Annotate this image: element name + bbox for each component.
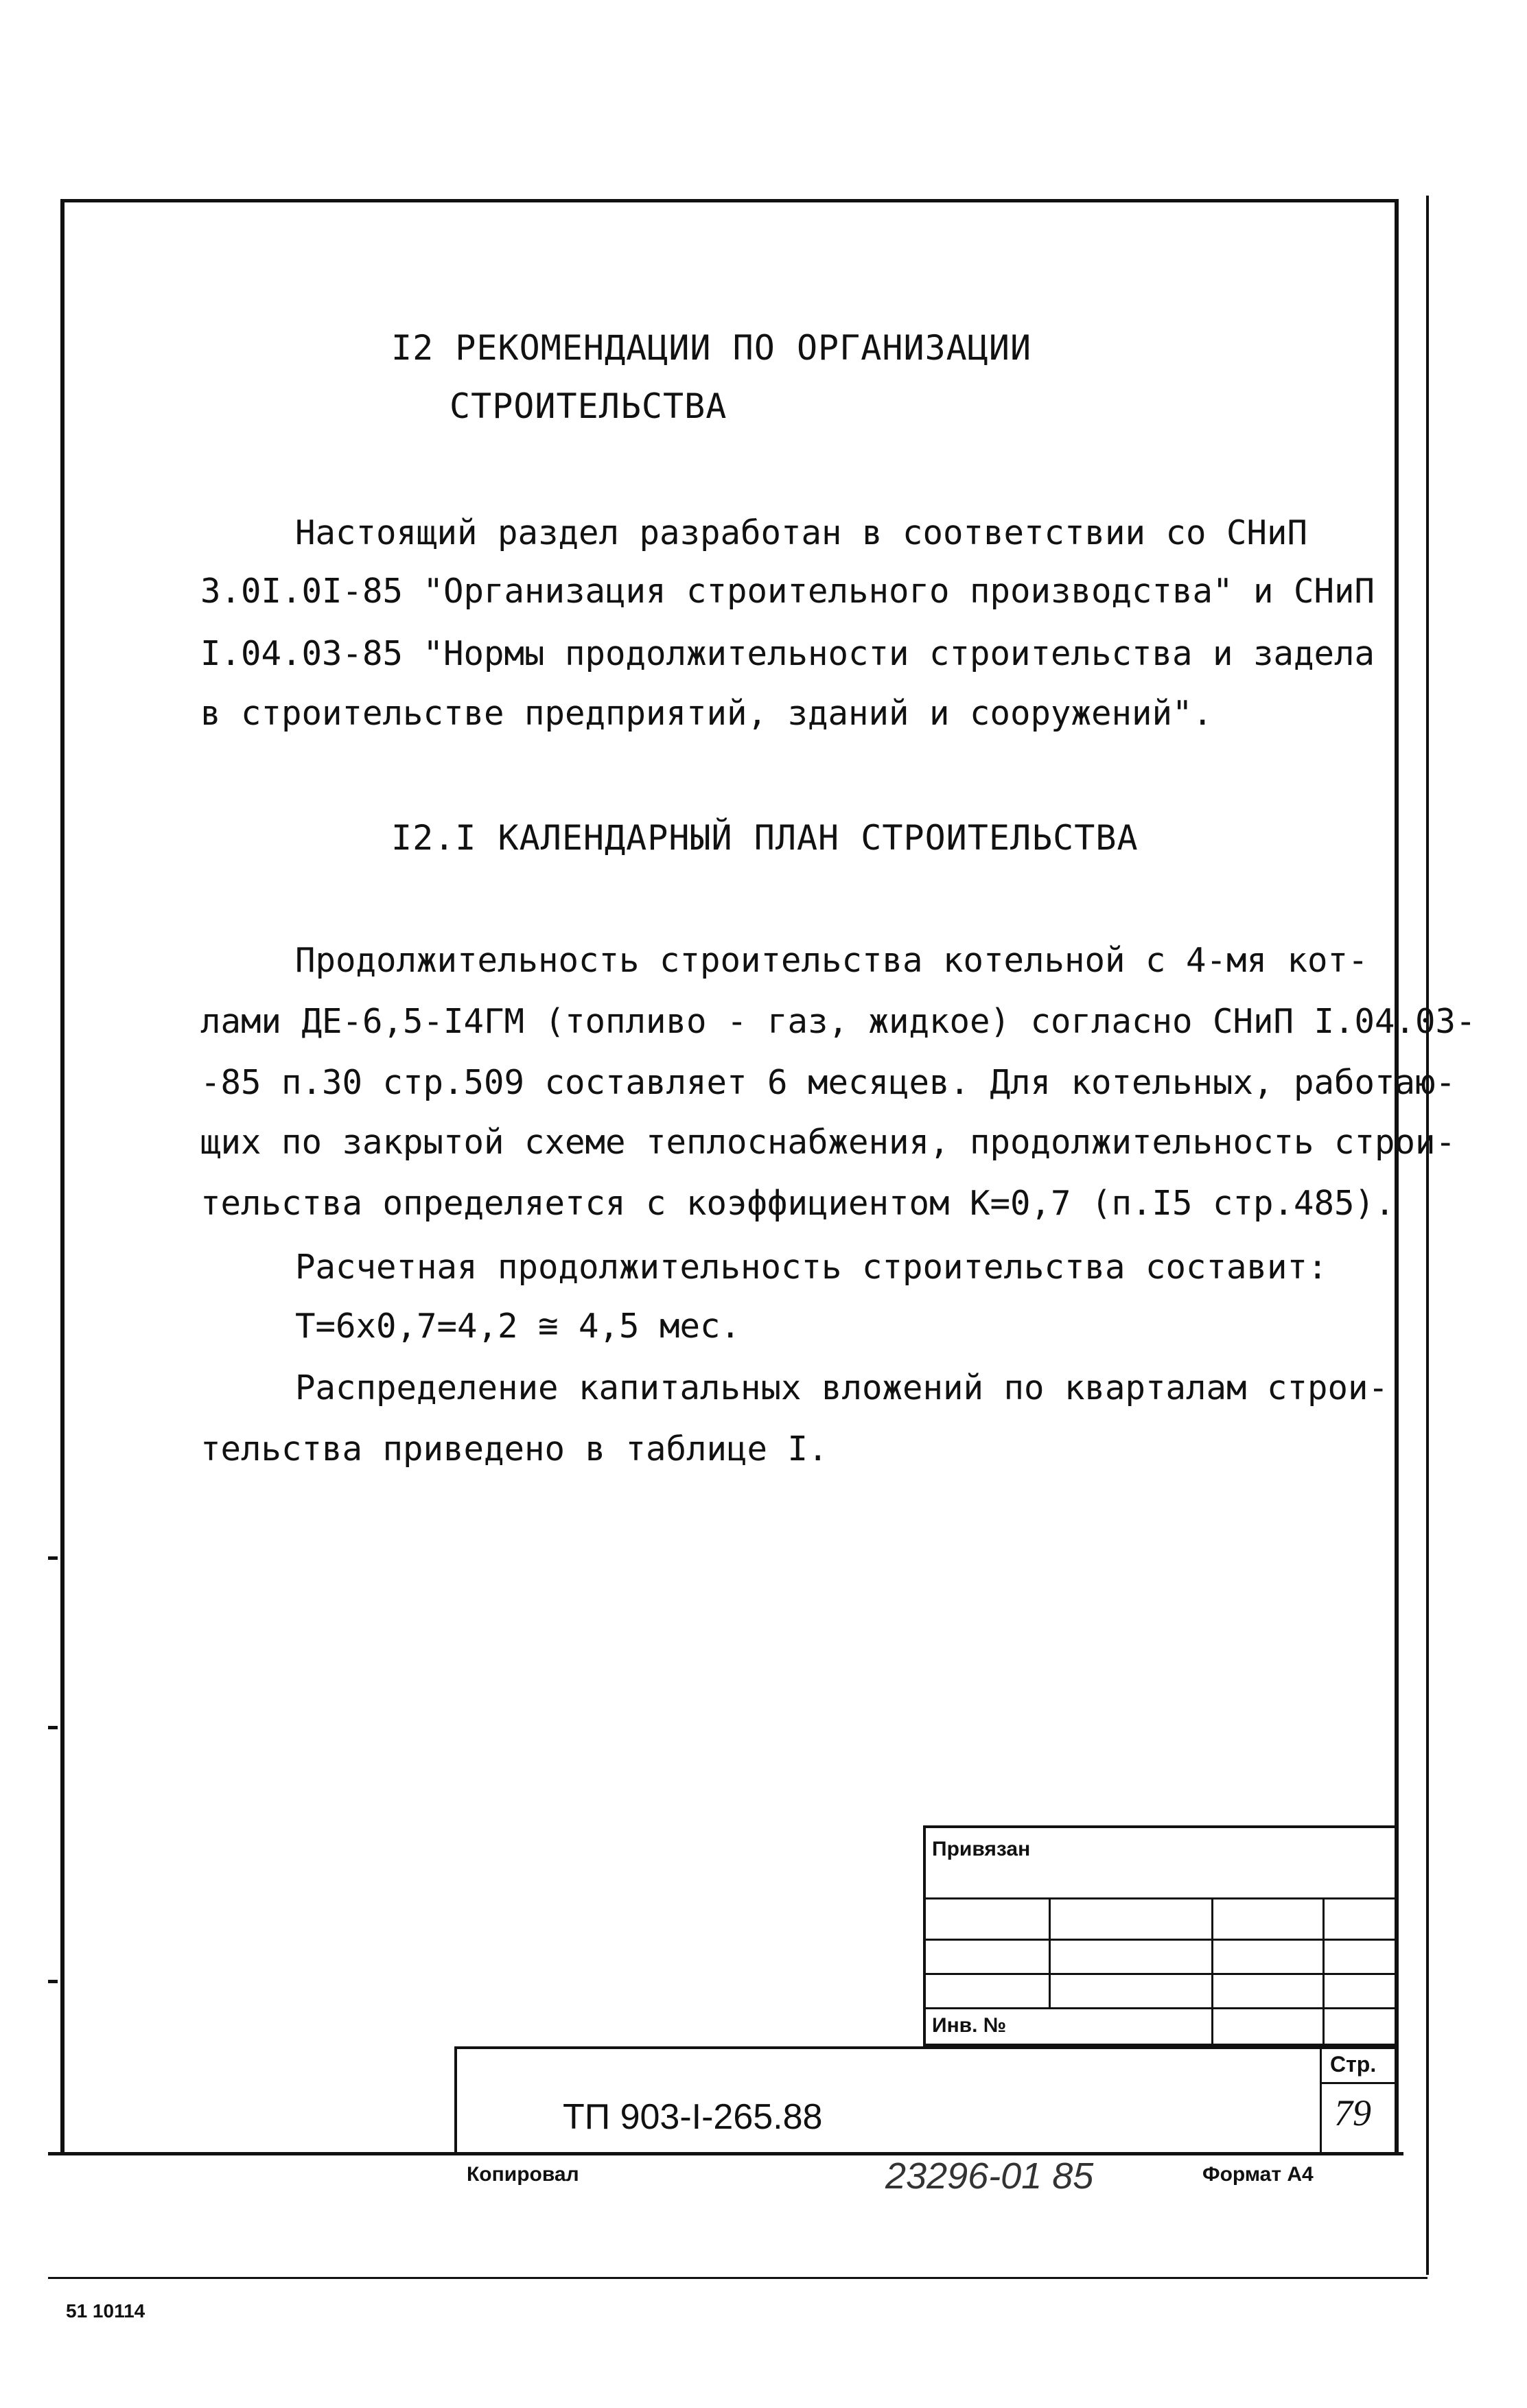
body-line: лами ДЕ-6,5-I4ГМ (топливо - газ, жидкое) согласно СНиП I.04.03- (200, 1002, 1476, 1041)
stamp-divider (1049, 1897, 1051, 2007)
body-line: Т=6х0,7=4,2 ≅ 4,5 мес. (295, 1307, 741, 1346)
copied-label: Копировал (467, 2163, 579, 2186)
margin-tick (48, 1726, 58, 1729)
body-line: тельства приведено в таблице I. (200, 1429, 828, 1469)
format-label: Формат А4 (1202, 2163, 1314, 2186)
print-code: 51 10114 (66, 2300, 145, 2322)
section-title-line2: СТРОИТЕЛЬСТВА (450, 386, 727, 426)
intro-line: I.04.03-85 "Нормы продолжительности строительства и задела (200, 634, 1375, 673)
margin-tick (48, 1980, 58, 1983)
margin-tick (48, 1556, 58, 1560)
page-number: 79 (1334, 2092, 1371, 2134)
intro-line: 3.0I.0I-85 "Организация строительного производства" и СНиП (200, 572, 1375, 611)
section-title-line1: I2 РЕКОМЕНДАЦИИ ПО ОРГАНИЗАЦИИ (391, 328, 1032, 368)
title-block-rule (1320, 2082, 1399, 2084)
title-block-divider (1320, 2046, 1322, 2154)
stamp-rule (923, 2007, 1399, 2009)
page-label: Стр. (1330, 2052, 1377, 2077)
archive-number: 23296-01 85 (885, 2155, 1094, 2197)
stamp-divider (1211, 1897, 1213, 2046)
body-line: Распределение капитальных вложений по кварталам строи- (295, 1368, 1389, 1407)
intro-line: Настоящий раздел разработан в соответствии со СНиП (295, 513, 1308, 552)
body-line: Расчетная продолжительность строительства составит: (295, 1248, 1328, 1287)
body-line: -85 п.30 стр.509 составляет 6 месяцев. Для котельных, работаю- (200, 1063, 1456, 1102)
document-code: ТП 903-I-265.88 (563, 2097, 823, 2137)
body-line: тельства определяется с коэффициентом К=0,7 (п.I5 стр.485). (200, 1184, 1395, 1223)
subsection-title: I2.I КАЛЕНДАРНЫЙ ПЛАН СТРОИТЕЛЬСТВА (391, 818, 1139, 858)
stamp-rule (923, 1973, 1399, 1975)
body-line: щих по закрытой схеме теплоснабжения, продолжительность строи- (200, 1123, 1456, 1162)
body-line: Продолжительность строительства котельной с 4-мя кот- (295, 941, 1368, 980)
outer-right-line (1426, 196, 1429, 2275)
stamp-rule (923, 1897, 1399, 1899)
stamp-divider (1322, 1897, 1325, 2046)
attached-label: Привязан (932, 1838, 1031, 1860)
inv-label: Инв. № (932, 2014, 1007, 2037)
intro-line: в строительстве предприятий, зданий и сооружений". (200, 694, 1213, 733)
outer-bottom-line (48, 2277, 1427, 2279)
stamp-rule (923, 1939, 1399, 1941)
